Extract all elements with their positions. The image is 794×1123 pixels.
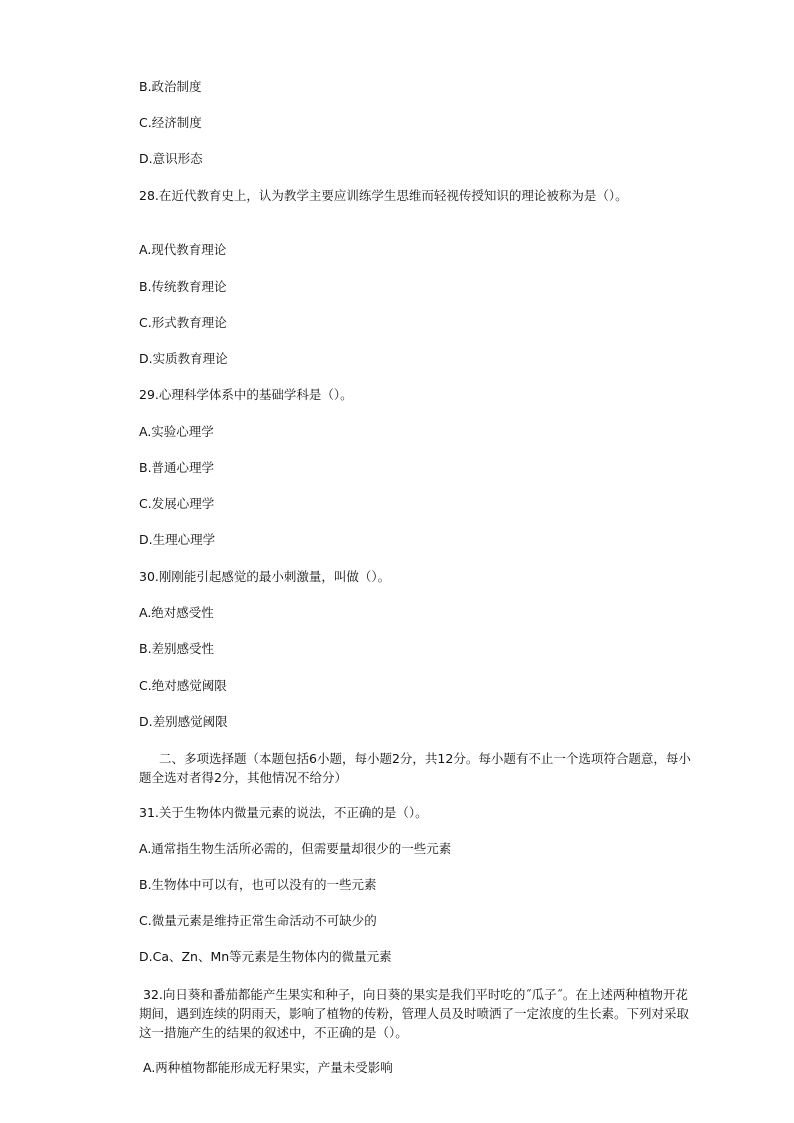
q31-option-b: B.生物体中可以有，也可以没有的一些元素	[139, 877, 377, 892]
q27-option-c: C.经济制度	[139, 115, 202, 130]
q31-stem: 31.关于生物体内微量元素的说法，不正确的是（）。	[139, 805, 428, 820]
q27-option-b: B.政治制度	[139, 79, 202, 94]
q28-option-a: A.现代教育理论	[139, 242, 227, 257]
q30-option-c: C.绝对感觉阈限	[139, 678, 227, 693]
q30-option-d: D.差别感觉阈限	[139, 714, 228, 729]
q29-stem: 29.心理科学体系中的基础学科是（）。	[139, 387, 353, 402]
q29-option-d: D.生理心理学	[139, 532, 216, 547]
q30-option-b: B.差别感受性	[139, 641, 215, 656]
q30-option-a: A.绝对感受性	[139, 605, 214, 620]
q28-option-b: B.传统教育理论	[139, 279, 227, 294]
q32-stem: 32.向日葵和番茄都能产生果实和种子，向日葵的果实是我们平时吃的˝瓜子˝。在上述两种植物开花期间，遇到连续的阴雨天，影响了植物的传粉，管理人员及时喷洒了一定浓度的生长素。下列对采取这一措施产生的结果的叙述中，不正确的是（）。	[139, 987, 690, 1040]
q28-option-d: D.实质教育理论	[139, 351, 228, 366]
q29-option-b: B.普通心理学	[139, 460, 215, 475]
q30-stem: 30.刚刚能引起感觉的最小刺激量，叫做（）。	[139, 569, 391, 584]
q27-option-d: D.意识形态	[139, 151, 203, 166]
q28-option-c: C.形式教育理论	[139, 315, 227, 330]
q31-option-a: A.通常指生物生活所必需的，但需要量却很少的一些元素	[139, 841, 452, 856]
section2-heading: 二、多项选择题（本题包括6小题，每小题2分，共12分。每小题有不止一个选项符合题意，每小题全选对者得2分，其他情况不给分）	[139, 751, 691, 785]
q29-option-c: C.发展心理学	[139, 496, 215, 511]
q31-option-d: D.Ca、Zn、Mn等元素是生物体内的微量元素	[139, 949, 392, 964]
q28-stem: 28.在近代教育史上，认为教学主要应训练学生思维而轻视传授知识的理论被称为是（）。	[139, 188, 628, 203]
q32-option-a: A.两种植物都能形成无籽果实，产量未受影响	[143, 1060, 393, 1075]
q31-option-c: C.微量元素是维持正常生命活动不可缺少的	[139, 913, 377, 928]
q29-option-a: A.实验心理学	[139, 424, 214, 439]
